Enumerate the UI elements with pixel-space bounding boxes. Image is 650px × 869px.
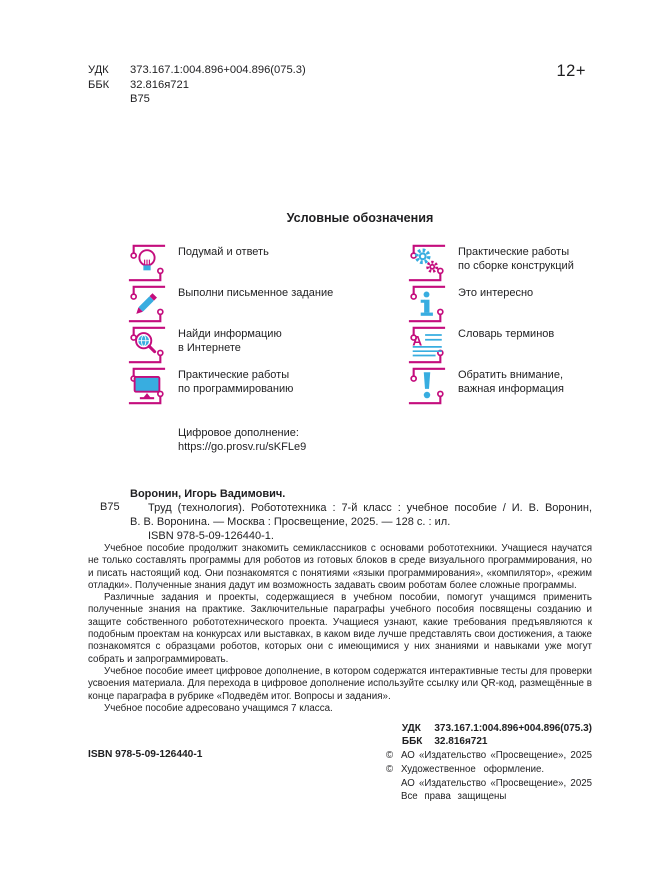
legend-column-left — [125, 243, 405, 407]
legend-item-label: Это интересно — [458, 287, 534, 299]
copyright-symbol: © — [386, 763, 394, 775]
bulb-icon — [125, 243, 169, 283]
bbk-label: ББК — [88, 78, 110, 91]
book-code: В75 — [130, 93, 150, 105]
copyright-line: © Художественное оформление. — [386, 763, 545, 775]
annotation-paragraph: Учебное пособие адресовано учащимся 7 класса. — [104, 702, 333, 714]
annotation-paragraph: Различные задания и проекты, содержащиеся в учебном пособии, помогут учащимся применить полученные знания на практике. Заключительные параграфы учебного пособия посвящены созданию и защите собственного робототехнического проекта. Учащиеся узнают, какие требования предъявляются к подобным проектам на конкурсах или выставках, в каком виде лучше представлять свои достижения, а также познакомятся с образцами роботов, которых они с имеющимися у них знаниями и навыками уже могут собрать и запрограммировать. — [88, 592, 592, 665]
copyright-line: Все права защищены — [401, 791, 507, 803]
legend-item-label: Найди информацию в Интернете — [178, 328, 282, 354]
top-udk-block — [88, 63, 306, 107]
legend-item — [125, 243, 405, 284]
imprint-section — [88, 487, 592, 748]
legend-item-label: Практические работы по программированию — [178, 369, 294, 395]
udk-value: 373.167.1:004.896+004.896(075.3) — [434, 723, 592, 735]
gears-icon — [405, 243, 449, 283]
bottom-udk-block — [88, 722, 592, 748]
glossary-icon — [405, 325, 449, 365]
bib-isbn: ISBN 978-5-09-126440-1. — [148, 530, 274, 542]
legend-item — [405, 325, 650, 366]
book-code: В75 — [100, 501, 120, 513]
bbk-value: 32.816я721 — [130, 78, 189, 91]
monitor-icon — [125, 366, 169, 406]
annotation-paragraph: Учебное пособие продолжит знакомить семиклассников с основами робототехники. Учащиеся научатся не только составлять программы для роботов из готовых блоков в среде визуального программирования, но и писать настоящий код. Они познакомятся с понятиями «языки программирования», «компилятор», «режим отладки». Полученные знания дадут им возможность задавать своим роботам более сложные программы. — [88, 543, 592, 591]
annotation — [88, 543, 592, 715]
legend-item-label: Выполни письменное задание — [178, 287, 334, 299]
legend-item — [125, 325, 405, 366]
info-icon — [405, 284, 449, 324]
legend-column-right — [405, 243, 650, 407]
udk-value: 373.167.1:004.896+004.896(075.3) — [130, 64, 306, 76]
footer — [88, 749, 592, 804]
legend-title: Условные обозначения — [286, 211, 434, 225]
copyright-block — [386, 749, 592, 804]
copyright-line: © АО «Издательство «Просвещение», 2025 — [386, 750, 592, 761]
legend-item — [125, 284, 405, 325]
age-rating-badge: 12+ — [556, 62, 586, 80]
svg-text:А: А — [412, 333, 423, 349]
attention-icon — [405, 366, 449, 406]
annotation-paragraph: Учебное пособие имеет цифровое дополнение, в котором содержатся интерактивные тесты для проверки усвоения материала. Для перехода в цифровое дополнение используйте ссылку или QR-код, размещённые в конце параграфа в рубрике «Подведём итог. Вопросы и задания». — [88, 665, 592, 702]
legend-item-label: Обратить внимание, важная информация — [458, 369, 564, 395]
copyright-line: АО «Издательство «Просвещение», 2025 — [401, 777, 592, 789]
bib-description-line2: В. В. Воронина. — Москва : Просвещение, 2025. — 128 с. : ил. — [130, 516, 451, 528]
bbk-label: ББК — [401, 736, 423, 748]
digital-supplement — [178, 426, 650, 454]
udk-label: УДК — [88, 64, 109, 76]
bibliographic-entry — [88, 487, 592, 543]
copyright-symbol: © — [386, 750, 394, 761]
legend-item — [405, 284, 650, 325]
legend-section — [0, 211, 650, 454]
udk-label: УДК — [401, 723, 421, 735]
legend-item — [405, 243, 650, 284]
legend-item-label: Словарь терминов — [458, 328, 555, 340]
digital-supplement-url: https://go.prosv.ru/sKFLe9 — [178, 441, 307, 453]
legend-item-label: Подумай и ответь — [178, 246, 269, 258]
legend-item-label: Практические работы по сборке конструкций — [458, 246, 574, 272]
bbk-value: 32.816я721 — [434, 736, 488, 748]
legend-item — [405, 366, 650, 407]
search-icon — [125, 325, 169, 365]
legend-item — [125, 366, 405, 407]
bib-description-line1: Труд (технология). Робототехника : 7-й класс : учебное пособие / И. В. Воронин, — [148, 502, 592, 514]
pencil-icon — [125, 284, 169, 324]
digital-supplement-label: Цифровое дополнение: — [178, 427, 299, 439]
legend-columns — [125, 243, 650, 407]
author-line: Воронин, Игорь Вадимович. — [130, 488, 286, 500]
isbn: ISBN 978-5-09-126440-1 — [88, 749, 203, 760]
